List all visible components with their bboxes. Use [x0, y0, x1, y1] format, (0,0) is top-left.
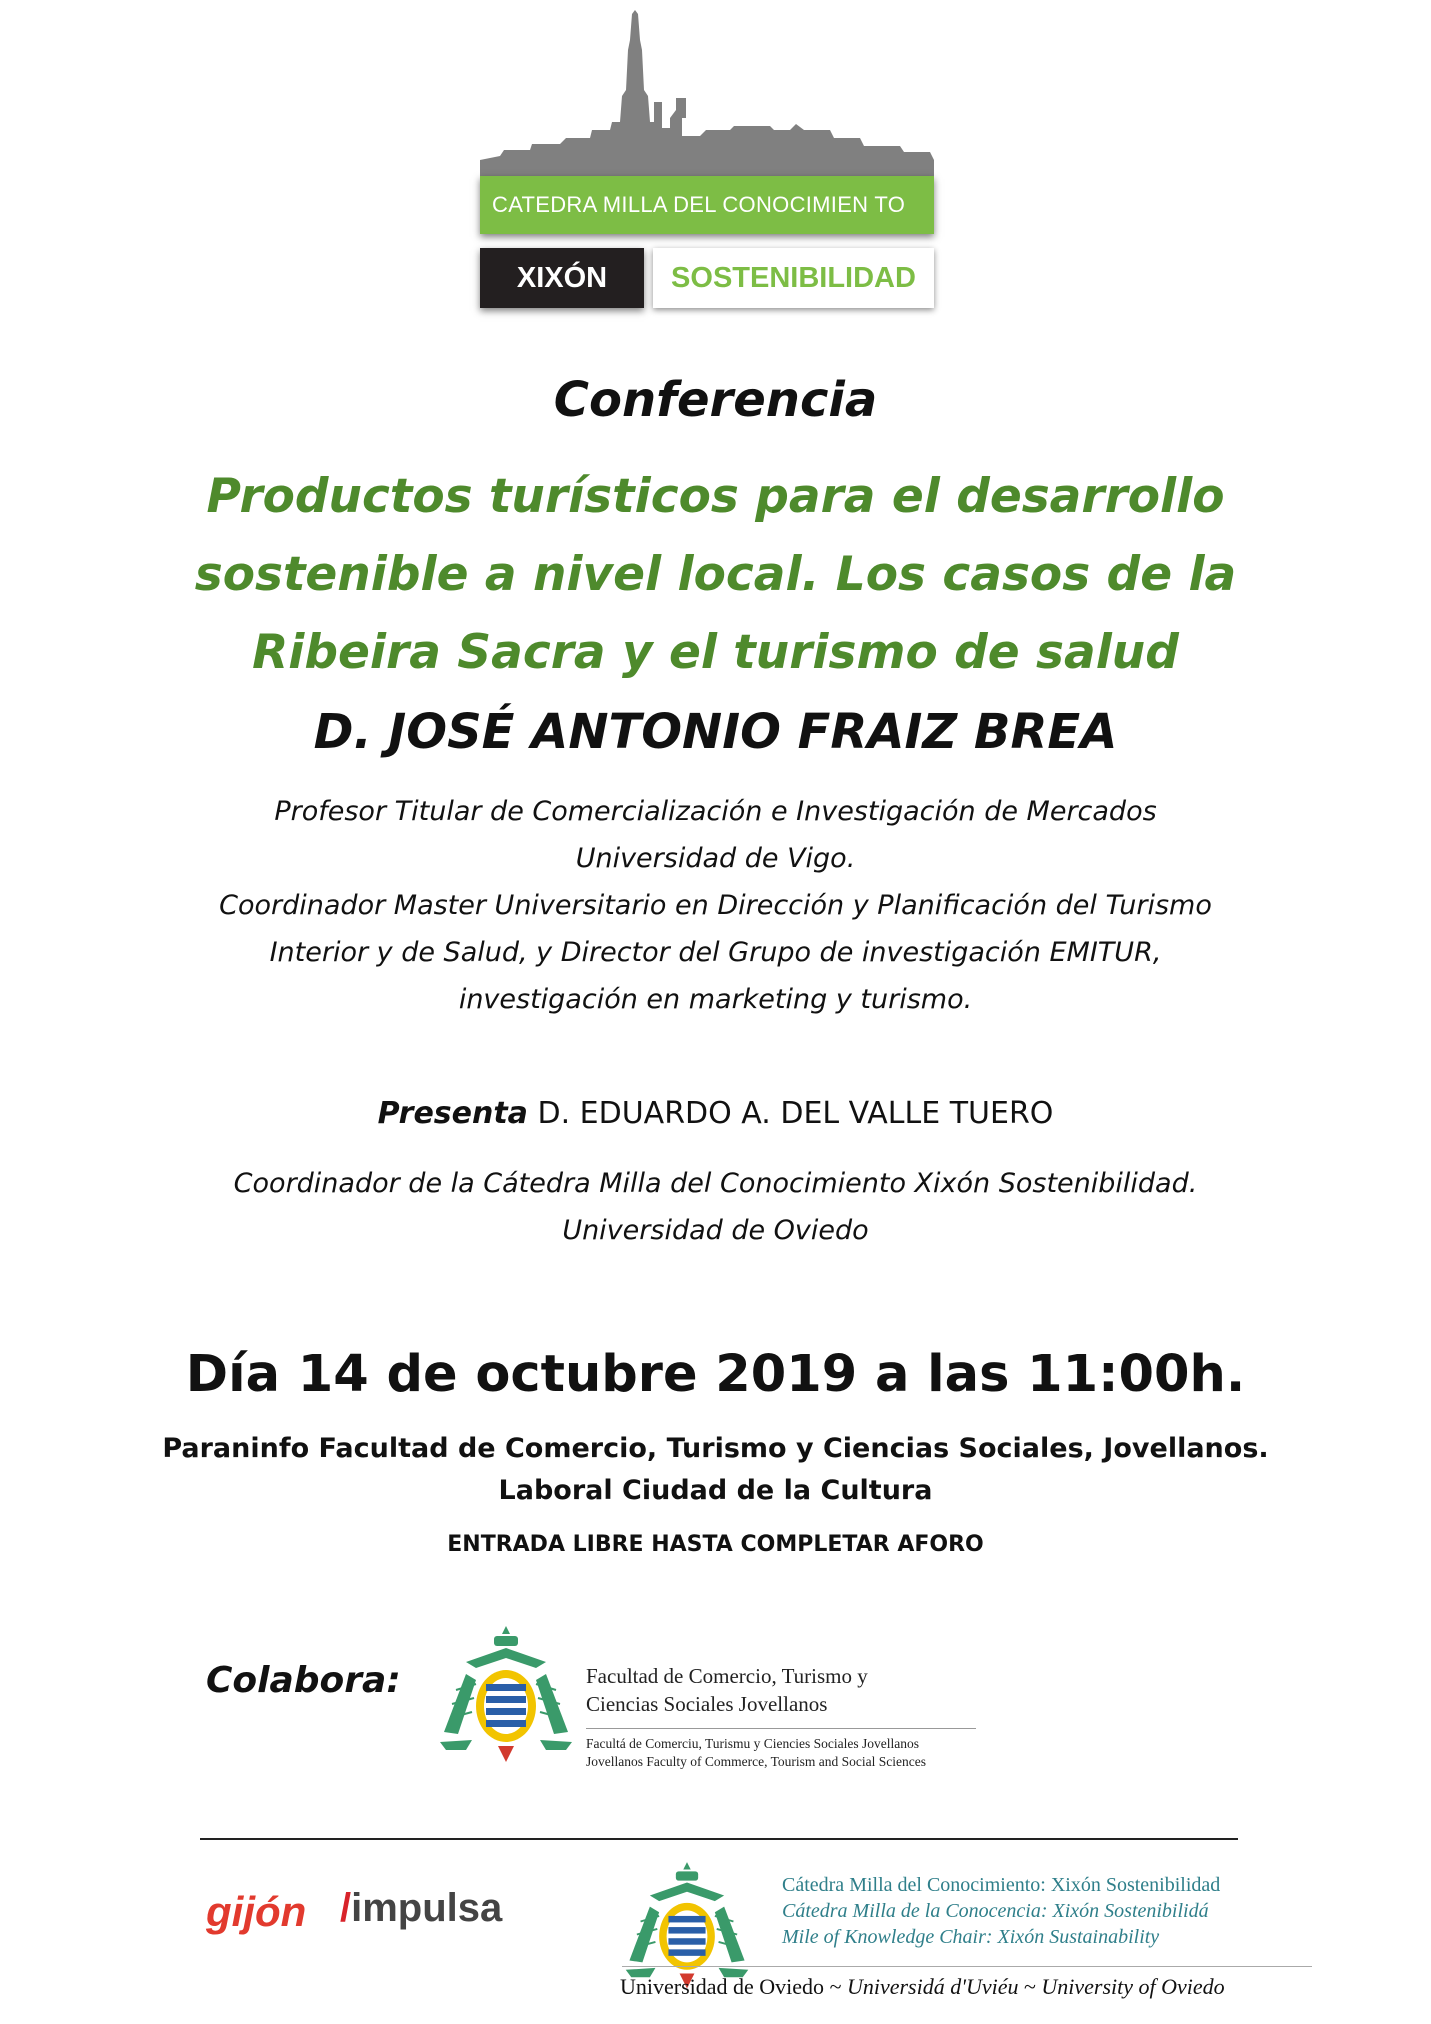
venue-line: Laboral Ciudad de la Cultura — [498, 1475, 933, 1506]
facultad-divider — [586, 1728, 976, 1729]
speaker-bio-line: Universidad de Vigo. — [575, 843, 856, 874]
gijon-logo: gijón — [206, 1888, 307, 1935]
presenter-prefix: Presenta — [377, 1096, 528, 1131]
event-date: Día 14 de octubre 2019 a las 11:00h. — [185, 1345, 1246, 1404]
colabora-label: Colabora: — [206, 1660, 401, 1701]
event-venue — [0, 1428, 1431, 1512]
facultad-name-line: Ciencias Sociales Jovellanos — [586, 1692, 828, 1716]
presenter-bio-line: Coordinador de la Cátedra Milla del Conocimiento Xixón Sostenibilidad. — [233, 1168, 1198, 1199]
speaker-bio-line: Coordinador Master Universitario en Dirección y Planificación del Turismo — [219, 890, 1212, 921]
title-line: Productos turísticos para el desarrollo — [206, 469, 1225, 524]
university-sep: ~ — [824, 1974, 847, 1999]
university-en: University of Oviedo — [1041, 1974, 1225, 1999]
university-ast: Universidá d'Uviéu — [846, 1974, 1019, 1999]
impulsa-slash-icon: / — [340, 1886, 352, 1930]
logo-xixon-box: XIXÓN — [480, 248, 644, 308]
presenter-bio — [0, 1160, 1431, 1254]
catedra-logo — [470, 10, 950, 310]
logo-sostenibilidad-box: SOSTENIBILIDAD — [653, 248, 934, 308]
speaker-bio-line: investigación en marketing y turismo. — [458, 984, 973, 1015]
speaker-bio-line: Interior y de Salud, y Director del Grupo de investigación EMITUR, — [269, 937, 1162, 968]
presenter-line — [0, 1096, 1431, 1131]
facultad-small-line: Jovellanos Faculty of Commerce, Tourism and Social Sciences — [586, 1754, 926, 1769]
entry-note: ENTRADA LIBRE HASTA COMPLETAR AFORO — [447, 1532, 984, 1557]
title-line: sostenible a nivel local. Los casos de la — [194, 547, 1237, 602]
university-sep: ~ — [1018, 1974, 1042, 1999]
facultad-small-line: Facultá de Comerciu, Turismu y Ciencies Sociales Jovellanos — [586, 1736, 919, 1751]
catedra-name-es: Cátedra Milla del Conocimiento: Xixón Sostenibilidad — [782, 1874, 1221, 1896]
conference-title — [0, 458, 1431, 692]
university-es: Universidad de Oviedo — [620, 1974, 825, 1999]
university-crest-icon — [436, 1622, 576, 1772]
impulsa-logo — [340, 1886, 502, 1931]
venue-line: Paraninfo Facultad de Comercio, Turismo y Ciencias Sociales, Jovellanos. — [162, 1433, 1269, 1464]
logo-catedra-banner: CATEDRA MILLA DEL CONOCIMIEN TO — [480, 176, 934, 234]
speaker-bio-line: Profesor Titular de Comercialización e Investigación de Mercados — [274, 796, 1157, 827]
catedra-divider — [622, 1966, 1312, 1967]
impulsa-text: impulsa — [351, 1886, 503, 1930]
speaker-name: D. JOSÉ ANTONIO FRAIZ BREA — [313, 704, 1118, 760]
footer-divider — [200, 1838, 1238, 1840]
facultad-name-line: Facultad de Comercio, Turismo y — [586, 1664, 868, 1688]
catedra-name-ast: Cátedra Milla de la Conocencia: Xixón Sostenibilidá — [782, 1900, 1209, 1922]
catedra-name-en: Mile of Knowledge Chair: Xixón Sustainability — [782, 1926, 1160, 1948]
presenter-bio-line: Universidad de Oviedo — [562, 1215, 869, 1246]
facultad-logo — [436, 1622, 996, 1772]
title-line: Ribeira Sacra y el turismo de salud — [252, 625, 1179, 680]
speaker-bio — [0, 788, 1431, 1023]
city-skyline-icon — [470, 10, 950, 180]
presenter-name: D. EDUARDO A. DEL VALLE TUERO — [537, 1096, 1054, 1131]
university-line — [620, 1974, 1225, 2000]
conference-label: Conferencia — [553, 372, 878, 428]
